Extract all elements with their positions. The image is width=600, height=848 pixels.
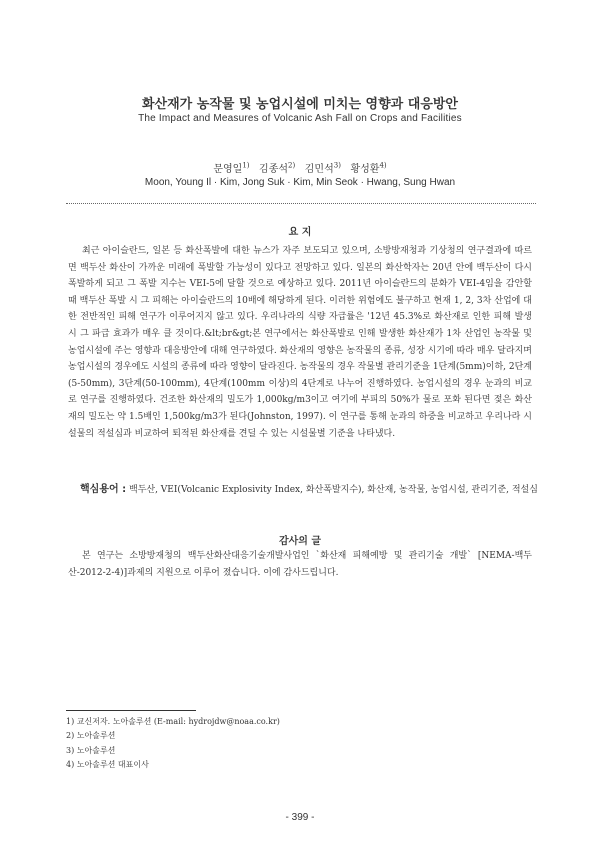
paper-title-korean: 화산재가 농작물 및 농업시설에 미치는 영향과 대응방안 bbox=[142, 97, 458, 112]
author-list-korean bbox=[0, 160, 600, 175]
keywords-text: 백두산, VEI(Volcanic Explosivity Index, 화산폭발지수), 화산재, 농작물, 농업시설, 관리기준, 적설심 bbox=[129, 485, 538, 495]
abstract-paragraph: 최근 아이슬란드, 일본 등 화산폭발에 대한 뉴스가 자주 보도되고 있으며, 소방방재청과 기상청의 연구결과에 따르면 백두산 화산이 가까운 미래에 폭발할 가능성이 있다고 전망하고 있다. 일본의 화산학자는 20년 안에 백두산이 다시 폭발하게 되고 그 폭발 지수는 VEI-5에 달할 것으로 예상하고 있다. 2011년 아이슬란드의 분화가 VEI-4임을 감안할 때 백두산 폭발 시 그 피해는 아이슬란드의 10배에 해당하게 된다. 이러한 위험에도 불구하고 현재 1, 2, 3차 산업에 대한 전반적인 피해 연구가 이루어지지 않고 있다. 우리나라의 식량 자급률은 '12년 45.3%로 화산재로 인한 피해 발생 시 그 파급 효과가 매우 클 것이다.&lt;br&gt;본 연구에서는 화산폭발로 인해 발생한 화산재가 1차 산업인 농작물 및 농업시설에 주는 영향과 대응방안에 대해 연구하였다. 화산재의 영향은 농작물의 종류, 성장 시기에 따라 매우 달라지며 농업시설의 경우에도 시설의 종류에 따라 영향이 달라진다. 농작물의 경우 작물별 관리기준을 1단계(5mm)이하, 2단계(5-50mm), 3단계(50-100mm), 4단계(100mm 이상)의 4단계로 나누어 진행하였다. 농업시설의 경우 눈과의 비교로 연구를 진행하였다. 건조한 화산재의 밀도가 1,000kg/m3이고 여기에 부피의 50%가 물로 포화 된다면 젖은 화산재의 밀도는 약 1.5배인 1,500kg/m3가 된다(Johnston, 1997). 이 연구를 통해 눈과의 하중을 비교하고 우리나라 시설물의 적설심과 비교하여 퇴적된 화산재를 견딜 수 있는 시설물별 기준을 나타냈다. bbox=[68, 246, 532, 439]
acknowledgement-heading: 감사의 글 bbox=[278, 536, 322, 547]
acknowledgement-paragraph: 본 연구는 소방방재청의 백두산화산대응기술개발사업인 `화산재 피해예방 및 관리기술 개발` [NEMA-백두산-2012-2-4)]과제의 지원으로 이루어 졌습니다. 이에 감사드립니다. bbox=[68, 551, 532, 578]
acknowledgement-body bbox=[68, 548, 532, 582]
author-affiliation-mark: 2) bbox=[288, 161, 296, 170]
page-number: - 399 - bbox=[285, 812, 315, 823]
footnote-item: 2) 노아솔루션 bbox=[66, 731, 116, 741]
footnote-item: 3) 노아솔루션 bbox=[66, 745, 116, 755]
author-name: 김민석 bbox=[304, 164, 334, 175]
author-name: 문영일 bbox=[213, 164, 243, 175]
author-name: 황성환 bbox=[350, 164, 380, 175]
footnotes bbox=[66, 715, 536, 772]
footnote-item: 4) 노아솔루션 대표이사 bbox=[66, 759, 149, 769]
abstract-body bbox=[68, 243, 532, 442]
author-affiliation-mark: 3) bbox=[333, 161, 341, 170]
author-name: 김종석 bbox=[259, 164, 289, 175]
paper-title-english: The Impact and Measures of Volcanic Ash Fall on Crops and Facilities bbox=[138, 113, 462, 124]
author-list-english: Moon, Young Il · Kim, Jong Suk · Kim, Min Seok · Hwang, Sung Hwan bbox=[144, 177, 456, 188]
footnote-rule bbox=[66, 710, 196, 711]
section-divider bbox=[66, 203, 536, 204]
author-affiliation-mark: 4) bbox=[379, 161, 387, 170]
author-affiliation-mark: 1) bbox=[242, 161, 250, 170]
abstract-heading: 요 지 bbox=[288, 227, 312, 238]
footnote-item: 1) 교신저자. 노아솔루션 (E-mail: hydrojdw@noaa.co.kr) bbox=[66, 717, 280, 726]
keywords-line bbox=[80, 480, 540, 495]
keywords-label: 핵심용어 : bbox=[80, 484, 127, 495]
